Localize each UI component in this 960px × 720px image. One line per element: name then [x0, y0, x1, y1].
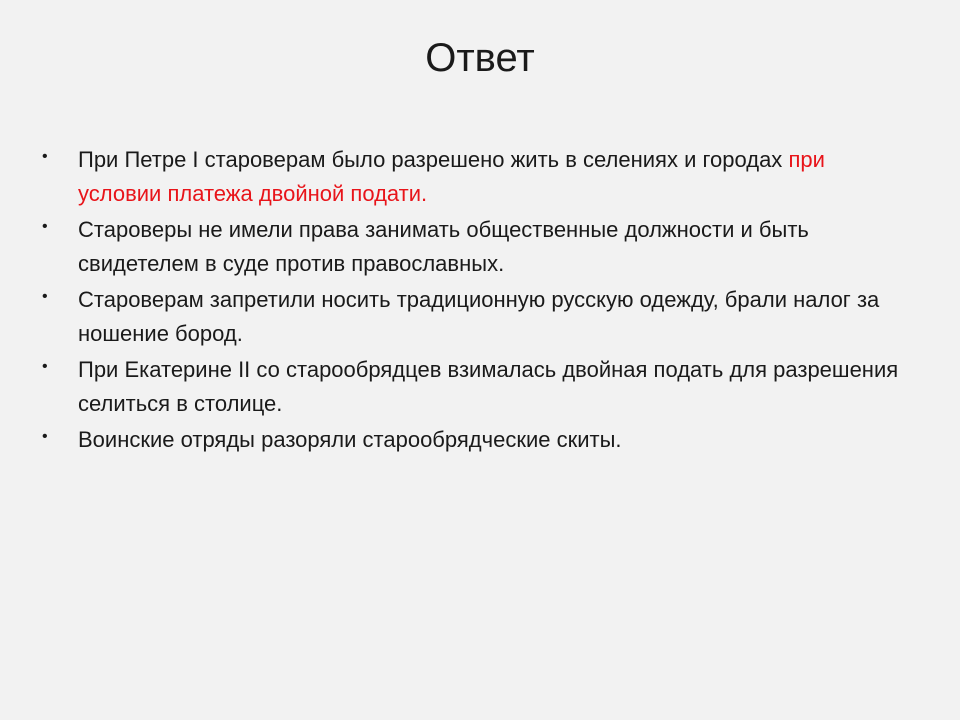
bullet-text: При Екатерине II со старообрядцев взималась двойная подать для разрешения селиться в столице.	[78, 357, 899, 416]
bullet-icon: •	[42, 358, 48, 375]
bullet-icon: •	[42, 288, 48, 305]
bullet-text: Староверы не имели права занимать общественные должности и быть свидетелем в суде против православных.	[78, 217, 809, 276]
bullet-icon: •	[42, 148, 48, 165]
bullet-icon: •	[42, 428, 48, 445]
bullet-item	[40, 353, 900, 421]
bullet-item	[40, 213, 900, 281]
bullet-item	[40, 423, 900, 457]
bullet-item	[40, 283, 900, 351]
bullet-highlight-text: при условии платежа двойной подати.	[78, 147, 825, 206]
slide-title: Ответ	[425, 36, 535, 80]
bullet-text: Воинские отряды разоряли старообрядческие скиты.	[78, 427, 622, 452]
bullet-text: При Петре I староверам было разрешено жить в селениях и городах	[78, 147, 789, 172]
bullet-icon: •	[42, 218, 48, 235]
bullet-item	[40, 143, 900, 211]
bullet-list	[40, 143, 900, 459]
bullet-text: Староверам запретили носить традиционную русскую одежду, брали налог за ношение бород.	[78, 287, 880, 346]
